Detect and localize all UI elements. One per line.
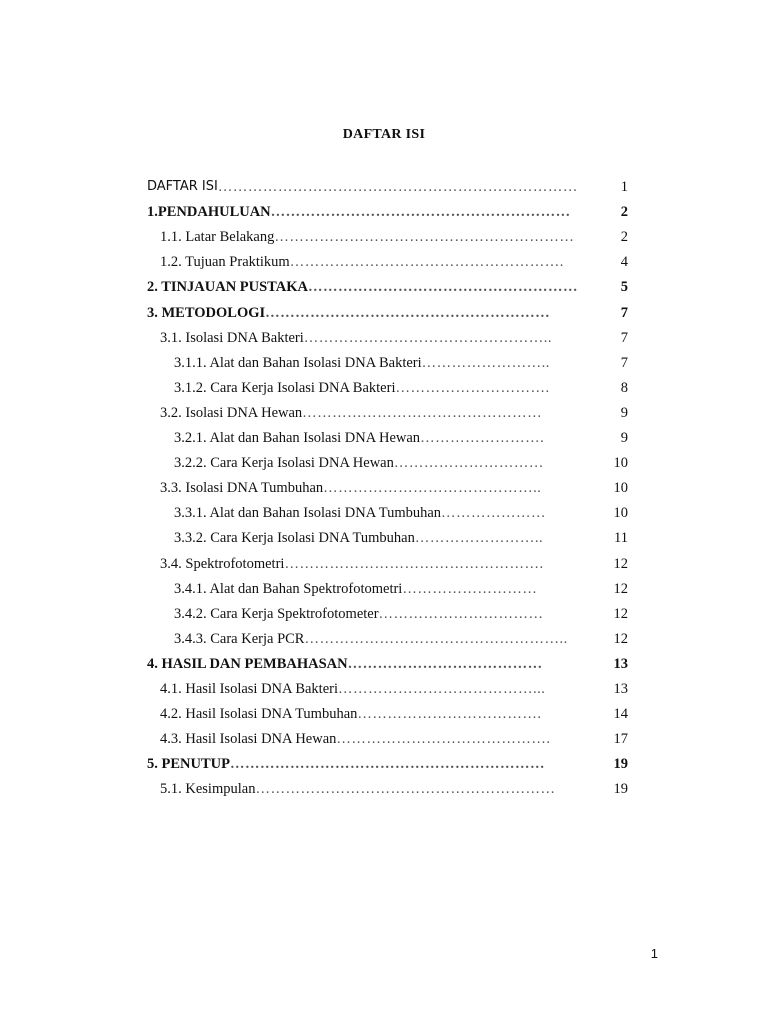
- toc-entry-title: 3.1.2. Cara Kerja Isolasi DNA Bakteri: [174, 379, 396, 396]
- toc-entry-page: 12: [613, 605, 628, 622]
- toc-entry: [0, 403, 768, 423]
- toc-entry: [0, 202, 768, 222]
- toc-entry-title: 3.2.2. Cara Kerja Isolasi DNA Hewan: [174, 455, 394, 472]
- toc-entry-leader: ……………………………………………………: [255, 781, 556, 798]
- toc-entry-page: 19: [613, 756, 628, 773]
- toc-entry-page: 9: [620, 430, 628, 446]
- toc-entry-page: 7: [620, 304, 628, 321]
- toc-entry: [0, 754, 768, 774]
- toc-entry-leader: ……………………………….: [357, 706, 542, 723]
- toc-entry-title: 4.1. Hasil Isolasi DNA Bakteri: [160, 681, 339, 697]
- toc-entry-leader: ………………………………………………………………: [217, 179, 578, 195]
- page-title: DAFTAR ISI: [342, 127, 426, 142]
- toc-entry-title: 3.2. Isolasi DNA Hewan: [160, 404, 303, 421]
- toc-entry-title: 1.2. Tujuan Praktikum: [160, 254, 290, 271]
- toc-entry-title: 3.3. Isolasi DNA Tumbuhan: [160, 480, 324, 497]
- toc-entry-page: 14: [613, 706, 628, 723]
- toc-entry: [0, 227, 768, 247]
- toc-entry: [0, 654, 768, 674]
- toc-entry-leader: ………………………………………………………: [229, 756, 545, 773]
- toc-entry-title: 2. TINJAUAN PUSTAKA: [147, 279, 308, 296]
- toc-entry-title: 3.1. Isolasi DNA Bakteri: [160, 329, 304, 346]
- toc-entry-title: DAFTAR ISI: [147, 179, 218, 194]
- toc-entry-page: 2: [620, 229, 628, 246]
- toc-entry-page: 7: [620, 354, 628, 371]
- toc-entry: [0, 579, 768, 599]
- toc-entry: [0, 528, 768, 548]
- toc-entry-page: 10: [613, 455, 628, 472]
- toc-entry-leader: …………………………………….: [336, 731, 551, 748]
- toc-entry-page: 1: [620, 179, 628, 195]
- toc-entry: [0, 729, 768, 749]
- toc-entry: [0, 629, 768, 649]
- toc-entry-page: 7: [620, 329, 628, 346]
- toc-entry: [0, 704, 768, 724]
- toc-entry-title: 3.4.3. Cara Kerja PCR: [174, 630, 305, 647]
- toc-entry: [0, 277, 768, 297]
- toc-entry-leader: …………………………………...: [338, 681, 546, 697]
- toc-entry-title: 3.4.1. Alat dan Bahan Spektrofotometri: [174, 580, 403, 597]
- toc-entry-leader: …………………………………: [347, 655, 543, 672]
- toc-entry: [0, 554, 768, 574]
- toc-entry-leader: ………………………………………………: [308, 279, 578, 296]
- toc-entry: [0, 378, 768, 398]
- toc-entry-page: 10: [613, 480, 628, 497]
- toc-entry-leader: …………………….: [420, 430, 545, 446]
- toc-entry: [0, 604, 768, 624]
- toc-entry: [0, 428, 768, 448]
- toc-entry: [0, 679, 768, 699]
- toc-entry-title: 1.1. Latar Belakang: [160, 229, 275, 246]
- toc-entry-title: 3.1.1. Alat dan Bahan Isolasi DNA Bakteri: [174, 354, 422, 371]
- toc-entry-leader: ……………………………………………………: [274, 229, 575, 246]
- toc-entry-page: 5: [620, 279, 628, 296]
- toc-entry-title: 5. PENUTUP: [147, 756, 230, 773]
- toc-entry: [0, 353, 768, 373]
- toc-entry-title: 5.1. Kesimpulan: [160, 781, 256, 798]
- toc-entry-page: 13: [613, 681, 628, 697]
- toc-entry: [0, 303, 768, 323]
- toc-entry: [0, 177, 768, 197]
- toc-entry-leader: ………………………….: [395, 379, 550, 396]
- toc-entry-page: 9: [620, 404, 628, 421]
- toc-entry-page: 4: [620, 254, 628, 271]
- toc-entry-page: 12: [613, 555, 628, 572]
- toc-entry-title: 3.3.1. Alat dan Bahan Isolasi DNA Tumbuhan: [174, 505, 442, 522]
- toc-entry-page: 2: [620, 204, 628, 221]
- toc-entry-leader: ……………………………: [378, 605, 544, 622]
- toc-entry-page: 8: [620, 379, 628, 396]
- toc-entry-title: 4.3. Hasil Isolasi DNA Hewan: [160, 731, 337, 748]
- toc-entry-leader: …………………: [441, 505, 547, 522]
- toc-entry-leader: …………………………: [393, 455, 544, 472]
- toc-entry: [0, 503, 768, 523]
- toc-entry-leader: …………………………………………..: [303, 329, 553, 346]
- toc-entry-page: 13: [613, 655, 628, 672]
- toc-entry-title: 1.PENDAHULUAN: [147, 204, 271, 221]
- toc-entry-leader: ………………………: [402, 580, 538, 597]
- toc-entry-title: 3.2.1. Alat dan Bahan Isolasi DNA Hewan: [174, 430, 421, 446]
- toc-entry-title: 4.2. Hasil Isolasi DNA Tumbuhan: [160, 706, 358, 723]
- toc-entry-page: 17: [613, 731, 628, 748]
- toc-entry-page: 12: [613, 630, 628, 647]
- toc-entry-title: 3. METODOLOGI: [147, 304, 266, 321]
- toc-entry-page: 11: [614, 530, 628, 547]
- toc-entry-leader: …………………………………………….: [284, 555, 544, 572]
- toc-entry-page: 10: [613, 505, 628, 522]
- toc-entry-title: 3.3.2. Cara Kerja Isolasi DNA Tumbuhan: [174, 530, 415, 547]
- toc-entry-leader: ……………………………………………………: [270, 204, 571, 221]
- toc-entry: [0, 478, 768, 498]
- toc-entry-leader: …………………………………………: [302, 404, 543, 421]
- toc-entry-leader: …………………………………………………: [265, 304, 551, 321]
- page-number: 1: [650, 946, 658, 961]
- toc-entry-title: 3.4.2. Cara Kerja Spektrofotometer: [174, 605, 379, 622]
- toc-entry: [0, 252, 768, 272]
- toc-entry: [0, 779, 768, 799]
- toc-entry-page: 12: [613, 580, 628, 597]
- toc-entry-leader: ……………………..: [421, 354, 550, 371]
- toc-entry: [0, 453, 768, 473]
- toc-entry-title: 3.4. Spektrofotometri: [160, 555, 285, 572]
- toc-entry-leader: ……………………………………………….: [289, 254, 564, 271]
- toc-entry-leader: ……………………………………………..: [304, 630, 568, 647]
- toc-entry-leader: ……………………..: [414, 530, 544, 547]
- toc-entry-leader: ……………………………………..: [323, 480, 542, 497]
- toc-entry-page: 19: [613, 781, 628, 798]
- toc-entry: [0, 328, 768, 348]
- toc-entry-title: 4. HASIL DAN PEMBAHASAN: [147, 655, 348, 672]
